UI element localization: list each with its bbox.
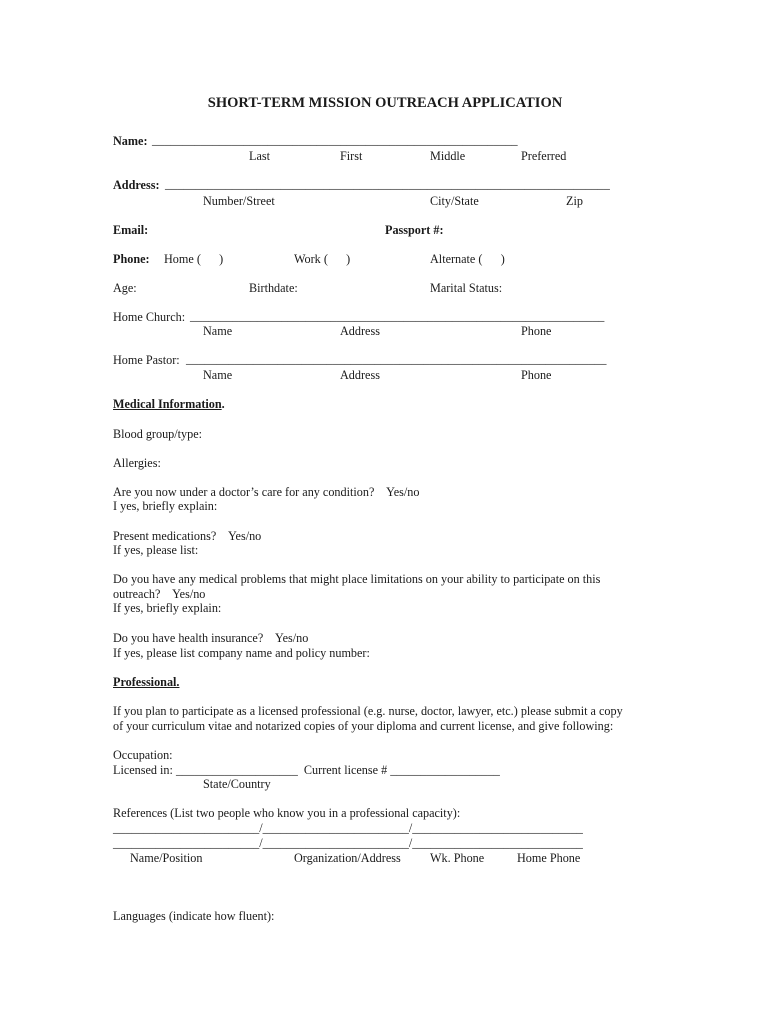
phone-label: Phone: bbox=[113, 252, 150, 266]
address-line[interactable]: _________________________________________________________________________ bbox=[165, 177, 610, 191]
name-sub-middle: Middle bbox=[430, 149, 466, 163]
address-sub-citystate: City/State bbox=[430, 194, 479, 208]
medical-problems-explain: If yes, briefly explain: bbox=[113, 601, 222, 615]
address-label: Address: bbox=[113, 178, 160, 192]
professional-paragraph-2: of your curriculum vitae and notarized copies of your diploma and current license, and give following: bbox=[113, 719, 614, 733]
medical-problems-question: Do you have any medical problems that might place limitations on your ability to participate on this bbox=[113, 572, 601, 586]
phone-work[interactable]: Work ( ) bbox=[294, 252, 351, 266]
age-label: Age: bbox=[113, 281, 137, 295]
medical-problems-question-cont: outreach? Yes/no bbox=[113, 587, 206, 601]
home-church-sub-phone: Phone bbox=[521, 324, 552, 338]
name-sub-preferred: Preferred bbox=[521, 149, 567, 163]
medications-list: If yes, please list: bbox=[113, 543, 199, 557]
form-title: SHORT-TERM MISSION OUTREACH APPLICATION bbox=[207, 95, 563, 111]
insurance-question: Do you have health insurance? Yes/no bbox=[113, 631, 309, 645]
birthdate-label: Birthdate: bbox=[249, 281, 298, 295]
marital-status-label: Marital Status: bbox=[430, 281, 503, 295]
address-sub-zip: Zip bbox=[566, 194, 583, 208]
address-sub-street: Number/Street bbox=[203, 194, 275, 208]
allergies-label: Allergies: bbox=[113, 456, 161, 470]
home-church-label: Home Church: bbox=[113, 310, 186, 324]
name-label: Name: bbox=[113, 134, 148, 148]
references-intro: References (List two people who know you in a professional capacity): bbox=[113, 806, 461, 820]
home-pastor-sub-name: Name bbox=[203, 368, 233, 382]
references-col-work-phone: Wk. Phone bbox=[430, 851, 485, 865]
home-church-sub-address: Address bbox=[340, 324, 380, 338]
medical-heading-period: . bbox=[221, 397, 225, 411]
phone-alternate[interactable]: Alternate ( ) bbox=[430, 252, 505, 266]
blood-group-label: Blood group/type: bbox=[113, 427, 203, 441]
name-sub-last: Last bbox=[249, 149, 270, 163]
home-church-sub-name: Name bbox=[203, 324, 233, 338]
email-label: Email: bbox=[113, 223, 149, 237]
occupation-label: Occupation: bbox=[113, 748, 173, 762]
medical-heading-text: Medical Information bbox=[113, 397, 222, 411]
passport-label: Passport #: bbox=[385, 223, 444, 237]
home-pastor-label: Home Pastor: bbox=[113, 353, 180, 367]
references-col-organization: Organization/Address bbox=[294, 851, 401, 865]
references-line-1[interactable]: ________________________/________________________/____________________________ bbox=[113, 821, 583, 835]
phone-home[interactable]: Home ( ) bbox=[164, 252, 224, 266]
doctor-care-explain: I yes, briefly explain: bbox=[113, 499, 218, 513]
languages-label: Languages (indicate how fluent): bbox=[113, 909, 275, 923]
home-pastor-line[interactable]: _____________________________________________________________________ bbox=[186, 352, 607, 366]
professional-heading: Professional. bbox=[113, 675, 180, 689]
home-pastor-sub-address: Address bbox=[340, 368, 380, 382]
references-line-2[interactable]: ________________________/________________________/____________________________ bbox=[113, 836, 583, 850]
references-col-home-phone: Home Phone bbox=[517, 851, 581, 865]
name-sub-first: First bbox=[340, 149, 363, 163]
name-line[interactable]: ____________________________________________________________ bbox=[152, 133, 518, 147]
state-country-sub: State/Country bbox=[203, 777, 271, 791]
doctor-care-question: Are you now under a doctor’s care for any condition? Yes/no bbox=[113, 485, 420, 499]
medications-question: Present medications? Yes/no bbox=[113, 529, 262, 543]
licensed-in-line[interactable]: Licensed in: ____________________ Current license # __________________ bbox=[113, 763, 500, 777]
insurance-list: If yes, please list company name and policy number: bbox=[113, 646, 370, 660]
medical-heading bbox=[113, 397, 225, 411]
home-pastor-sub-phone: Phone bbox=[521, 368, 552, 382]
references-col-name: Name/Position bbox=[130, 851, 203, 865]
home-church-line[interactable]: ____________________________________________________________________ bbox=[190, 309, 605, 323]
professional-paragraph-1: If you plan to participate as a licensed professional (e.g. nurse, doctor, lawyer, etc.) please submit a copy bbox=[113, 704, 623, 718]
